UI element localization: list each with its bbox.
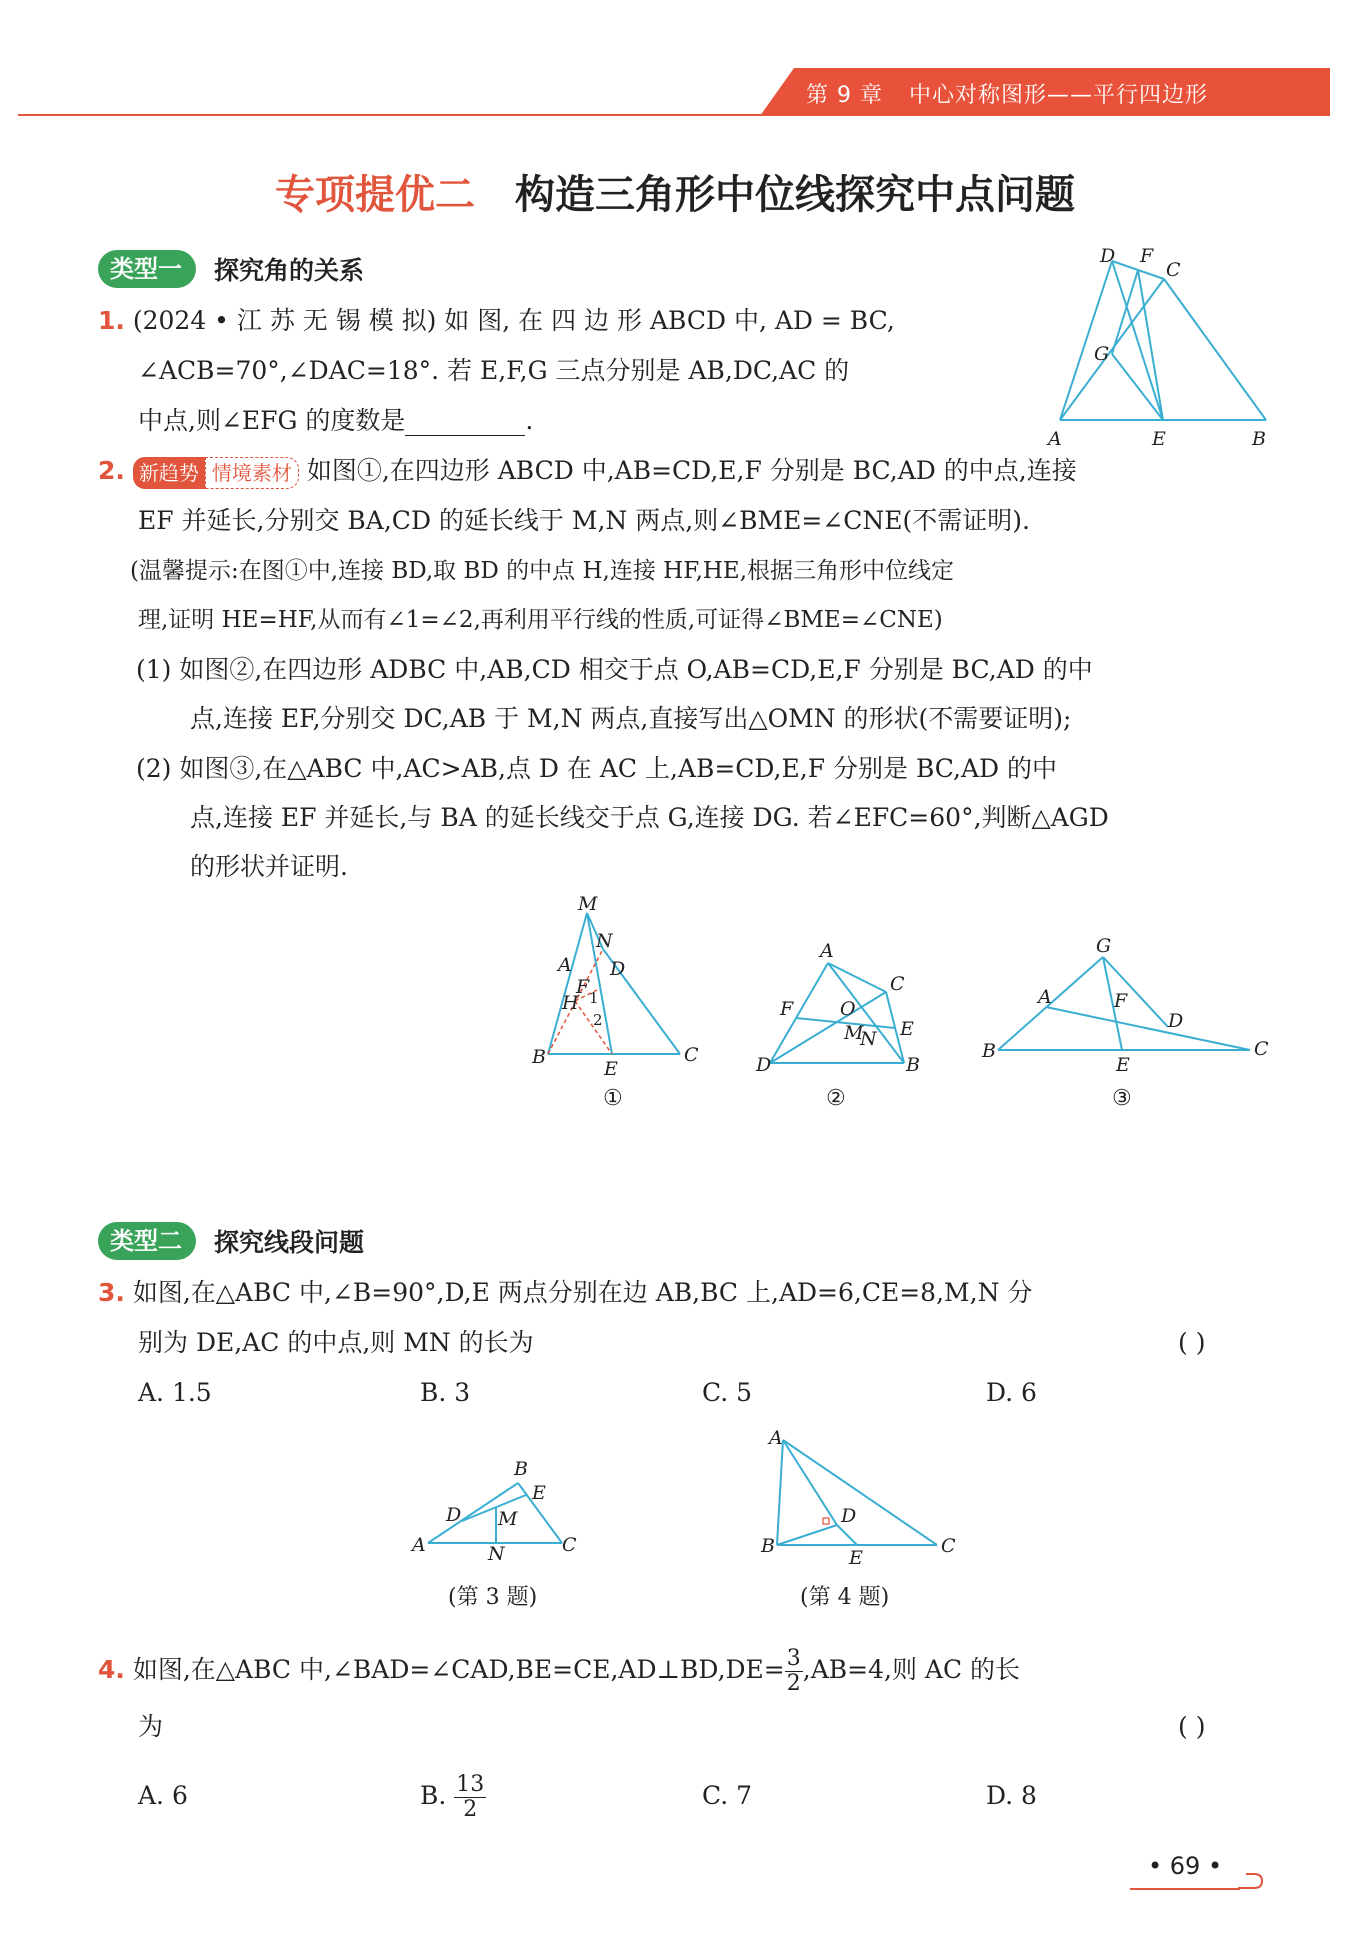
fig2-O: O <box>840 998 856 1020</box>
p4-optB-fraction <box>454 1773 486 1822</box>
fig1-M: M <box>578 895 598 915</box>
page-title <box>0 163 1350 220</box>
p1-fig-B: B <box>1252 428 1266 450</box>
p2-sub1a: (1) 如图②,在四边形 ADBC 中,AB,CD 相交于点 O,AB=CD,E,F 分别是 BC,AD 的中 <box>136 655 1093 684</box>
fig1-D: D <box>610 958 626 980</box>
p2-sub1b: 点,连接 EF,分别交 DC,AB 于 M,N 两点,直接写出△OMN 的形状(不需要证明); <box>190 704 1072 733</box>
p4-text1b: ,AB=4,则 AC 的长 <box>802 1655 1021 1684</box>
p3-line1 <box>98 1278 1032 1308</box>
fig1-F: F <box>576 976 590 998</box>
p4fig-D: D <box>841 1505 857 1527</box>
p4fig-E: E <box>849 1547 863 1565</box>
fig2-C: C <box>890 973 905 995</box>
p4-caption: (第 4 题) <box>800 1585 890 1610</box>
page-number-rule <box>1130 1888 1240 1890</box>
p1-fig-A: A <box>1048 428 1062 450</box>
p2-line1 <box>98 456 1077 489</box>
chapter-label: 第 9 章 <box>806 83 883 108</box>
p4-option-d[interactable]: D. 8 <box>986 1781 1037 1810</box>
p4-optB-num: 13 <box>456 1772 485 1797</box>
p4fig-A: A <box>769 1430 783 1449</box>
title-prefix: 专项提优二 <box>275 171 475 218</box>
p1-text1: (2024 • 江 苏 无 锡 模 拟) 如 图, 在 四 边 形 ABCD 中, AD = BC, <box>132 306 895 335</box>
p4-number: 4. <box>98 1655 125 1684</box>
fig3-A: A <box>1038 986 1052 1008</box>
p3-option-b[interactable]: B. 3 <box>420 1378 471 1407</box>
p2-line2: EF 并延长,分别交 BA,CD 的延长线于 M,N 两点,则∠BME=∠CNE(不需证明). <box>138 506 1030 535</box>
p4fig-B: B <box>761 1535 775 1557</box>
fig3-G: G <box>1096 935 1112 957</box>
p4-line2: 为 <box>138 1712 164 1741</box>
p4-fraction <box>785 1647 803 1696</box>
fig2-F: F <box>780 998 794 1020</box>
page-corner-hook-icon <box>1236 1868 1266 1894</box>
fig2-label: ② <box>826 1086 846 1111</box>
context-tag: 情境素材 <box>205 457 299 489</box>
p1-line3 <box>138 406 533 436</box>
p4-optB-den: 2 <box>463 1797 478 1822</box>
p1-line2: ∠ACB=70°,∠DAC=18°. 若 E,F,G 三点分别是 AB,DC,AC 的 <box>138 356 850 385</box>
type2-heading <box>98 1222 364 1262</box>
fig1-N: N <box>596 930 613 952</box>
p2-hint2: 理,证明 HE=HF,从而有∠1=∠2,再利用平行线的性质,可证得∠BME=∠CNE) <box>138 607 943 633</box>
p4-text1: 如图,在△ABC 中,∠BAD=∠CAD,BE=CE,AD⊥BD,DE= <box>132 1655 785 1684</box>
fig1-label: ① <box>603 1086 623 1111</box>
fig3-B: B <box>982 1040 996 1062</box>
p2-text1: 如图①,在四边形 ABCD 中,AB=CD,E,F 分别是 BC,AD 的中点,连接 <box>306 456 1077 485</box>
trend-tag: 新趋势 <box>133 457 205 489</box>
p1-fig-D: D <box>1100 245 1116 267</box>
type1-pill: 类型一 <box>98 250 196 288</box>
p3-figure <box>410 1455 590 1560</box>
fig3-label: ③ <box>1112 1086 1132 1111</box>
p3fig-B: B <box>514 1458 528 1480</box>
fig2-N: N <box>860 1028 877 1050</box>
p2-sub2b: 点,连接 EF 并延长,与 BA 的延长线交于点 G,连接 DG. 若∠EFC=60°,判断△AGD <box>190 803 1109 832</box>
type2-label: 探究线段问题 <box>214 1228 365 1257</box>
p2-hint1: (温馨提示:在图①中,连接 BD,取 BD 的中点 H,连接 HF,HE,根据三角形中位线定 <box>130 558 955 584</box>
title-main: 构造三角形中位线探究中点问题 <box>515 171 1075 218</box>
p1-fig-F: F <box>1140 245 1154 267</box>
fig2-B: B <box>906 1054 920 1076</box>
p3fig-C: C <box>562 1534 577 1556</box>
p3fig-A: A <box>412 1534 426 1556</box>
p2-figure-1 <box>520 895 710 1080</box>
fig1-B: B <box>532 1046 546 1068</box>
p2-figure-3 <box>978 935 1278 1075</box>
p3fig-D: D <box>446 1504 462 1526</box>
p3-option-d[interactable]: D. 6 <box>986 1378 1037 1407</box>
p4fig-C: C <box>941 1535 956 1557</box>
p1-figure <box>1040 240 1280 450</box>
p1-text3: 中点,则∠EFG 的度数是 <box>138 406 406 435</box>
p1-fig-G: G <box>1094 343 1110 365</box>
fig1-H: H <box>562 992 579 1014</box>
answer-blank[interactable] <box>405 411 525 436</box>
p3-option-c[interactable]: C. 5 <box>702 1378 753 1407</box>
fig1-C: C <box>684 1044 699 1066</box>
fig3-C: C <box>1254 1038 1269 1060</box>
fig1-E: E <box>604 1058 618 1080</box>
fig3-F: F <box>1114 990 1128 1012</box>
p3-answer-paren[interactable]: ( ) <box>1178 1328 1206 1357</box>
p4-frac-den: 2 <box>786 1671 801 1696</box>
p1-text3-end: . <box>525 406 534 435</box>
p4-line1 <box>98 1645 1020 1696</box>
fig2-A: A <box>820 940 834 962</box>
p3fig-E: E <box>532 1482 546 1504</box>
p4-option-b[interactable] <box>420 1768 486 1824</box>
fig1-2: 2 <box>593 1011 603 1029</box>
p4-option-a[interactable]: A. 6 <box>138 1781 188 1810</box>
section-label: 中心对称图形——平行四边形 <box>908 83 1208 108</box>
p2-number: 2. <box>98 456 125 485</box>
p3-option-a[interactable]: A. 1.5 <box>138 1378 212 1407</box>
p1-line1 <box>98 306 895 336</box>
page-number: • 69 • <box>1148 1852 1223 1880</box>
type1-label: 探究角的关系 <box>214 256 365 285</box>
fig3-D: D <box>1168 1010 1184 1032</box>
p1-fig-E: E <box>1152 428 1166 450</box>
fig1-1: 1 <box>589 989 599 1007</box>
p1-fig-C: C <box>1166 259 1181 281</box>
p2-sub2c: 的形状并证明. <box>190 852 348 881</box>
fig2-M: M <box>844 1022 864 1044</box>
type2-pill: 类型二 <box>98 1222 196 1260</box>
fig3-E: E <box>1116 1054 1130 1075</box>
fig1-A: A <box>558 954 572 976</box>
p4-figure <box>755 1430 970 1565</box>
p3fig-N: N <box>488 1543 505 1560</box>
p3-line2: 别为 DE,AC 的中点,则 MN 的长为 <box>138 1328 534 1357</box>
p1-number: 1. <box>98 306 125 335</box>
p2-figure-2 <box>752 935 932 1080</box>
p4-optB-label: B. <box>420 1781 447 1810</box>
type1-heading <box>98 250 364 290</box>
header-text <box>806 78 1208 109</box>
p2-sub2a: (2) 如图③,在△ABC 中,AC>AB,点 D 在 AC 上,AB=CD,E,F 分别是 BC,AD 的中 <box>136 754 1058 783</box>
p3-text1: 如图,在△ABC 中,∠B=90°,D,E 两点分别在边 AB,BC 上,AD=6,CE=8,M,N 分 <box>132 1278 1033 1307</box>
fig2-E: E <box>900 1018 914 1040</box>
p4-answer-paren[interactable]: ( ) <box>1178 1712 1206 1741</box>
p4fig-right-angle <box>823 1518 829 1524</box>
p4-frac-num: 3 <box>786 1646 801 1671</box>
p4-option-c[interactable]: C. 7 <box>702 1781 753 1810</box>
p3-caption: (第 3 题) <box>448 1585 538 1610</box>
p3fig-M: M <box>498 1508 518 1530</box>
p3-number: 3. <box>98 1278 125 1307</box>
fig2-D: D <box>756 1054 772 1076</box>
